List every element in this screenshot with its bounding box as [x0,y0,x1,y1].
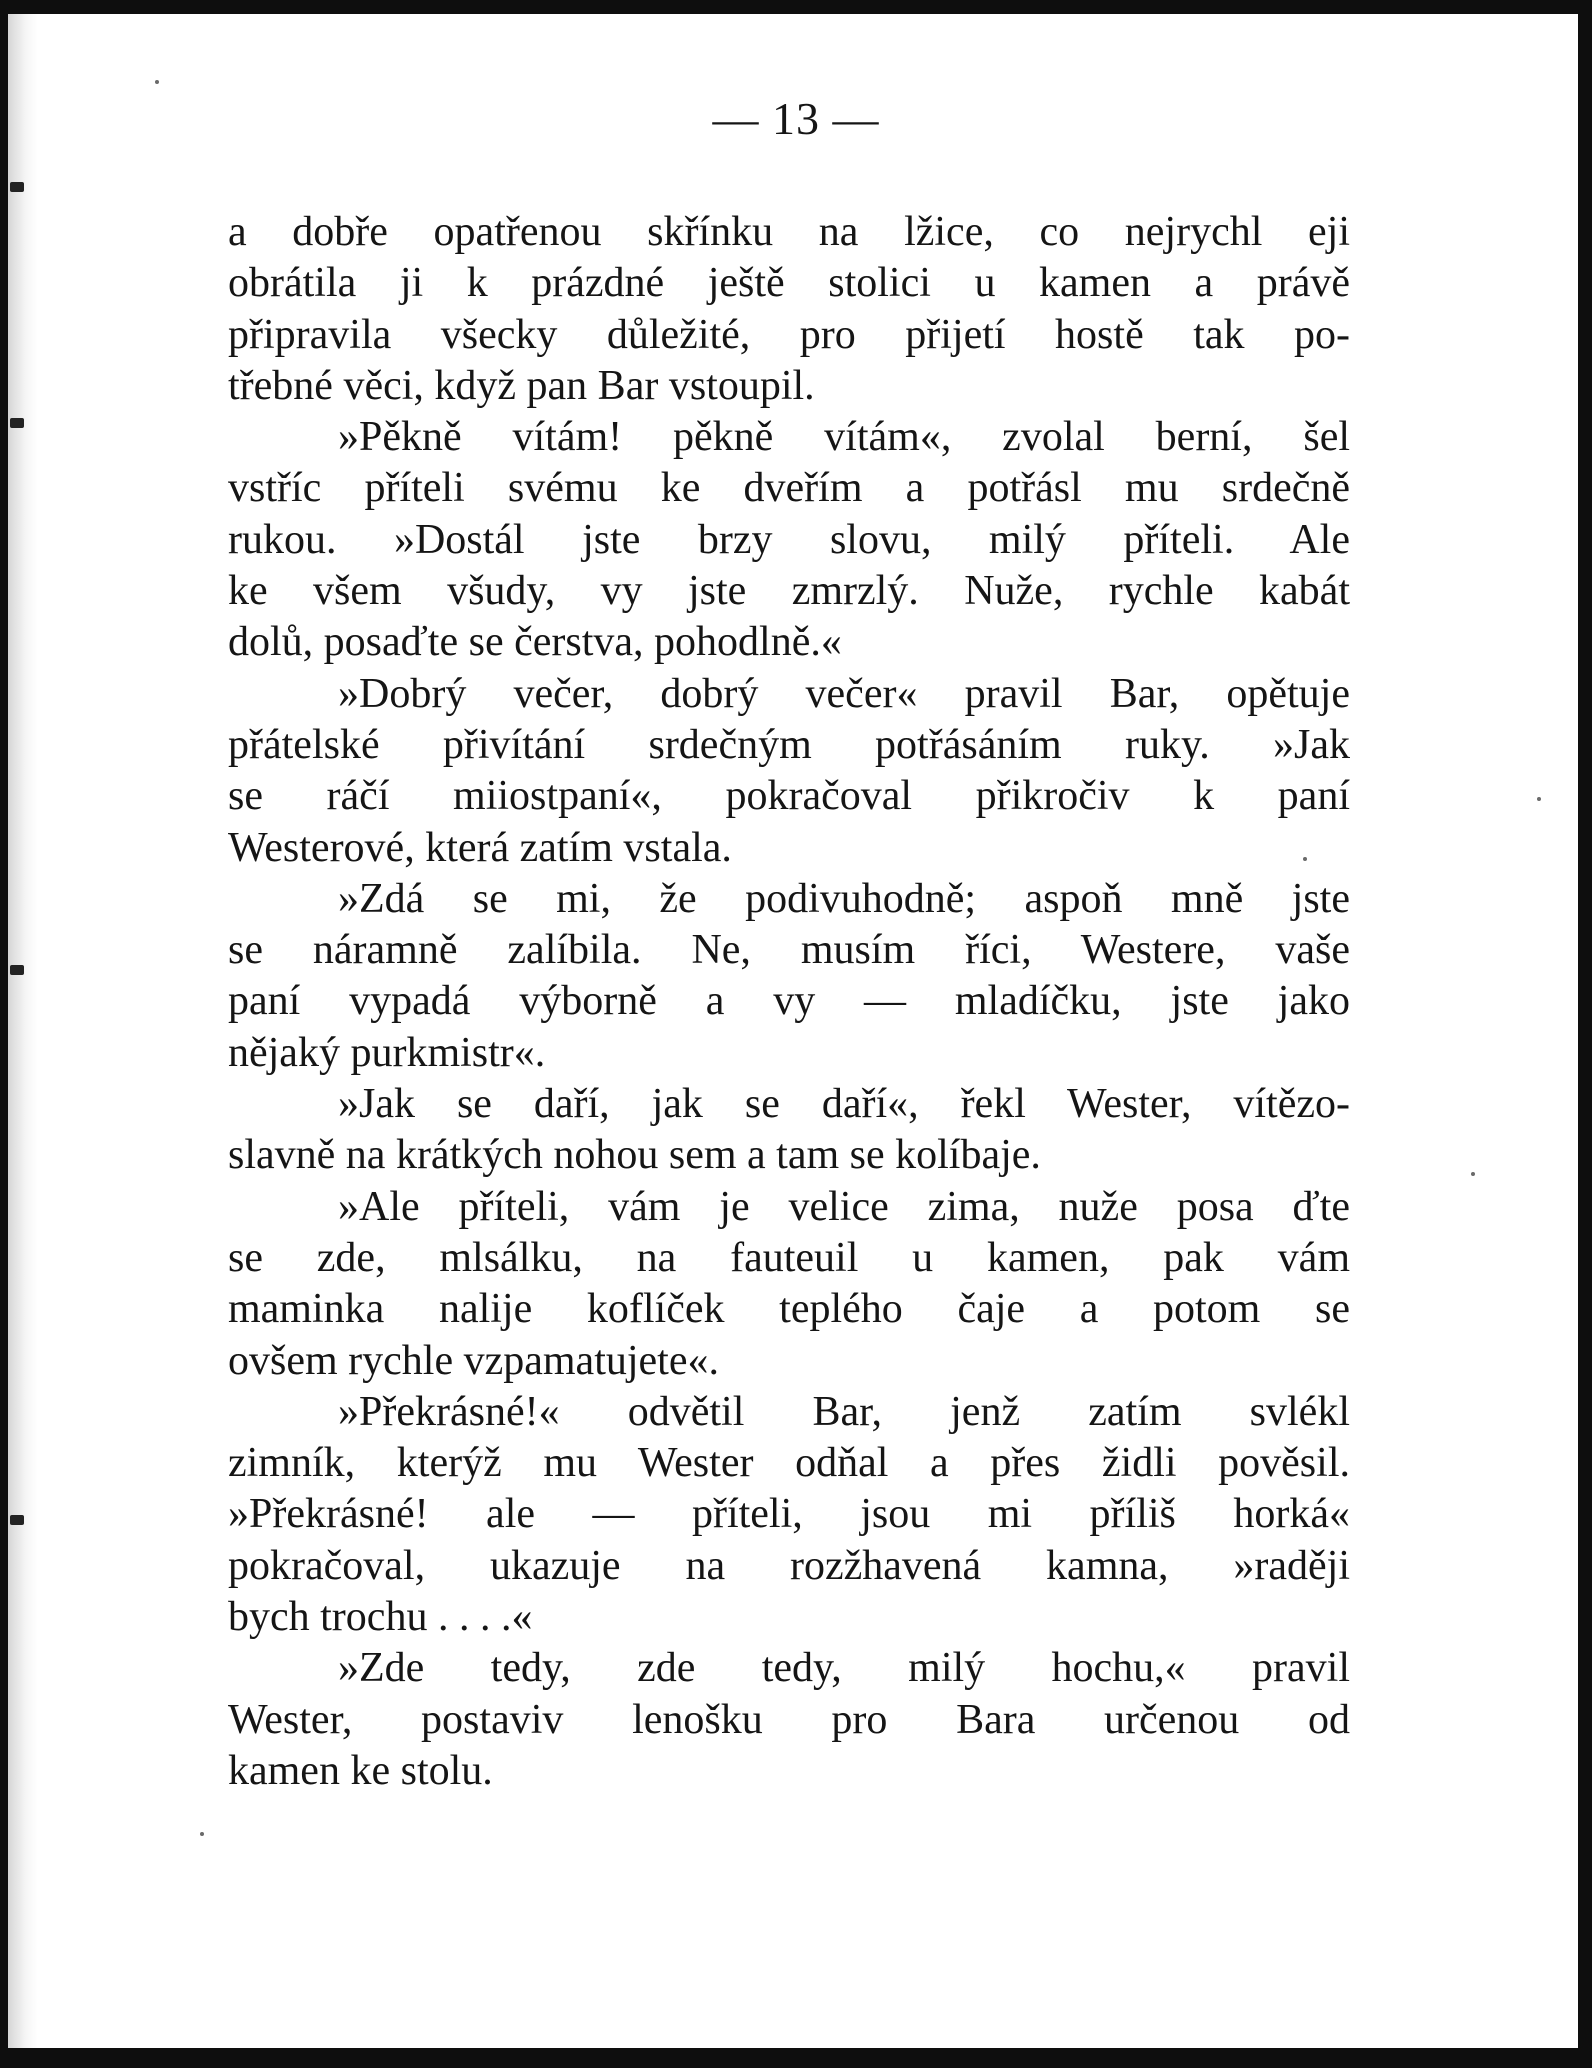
margin-mark [10,965,24,975]
text-line: slavně na krátkých nohou sem a tam se kolíbaje. [228,1132,1041,1179]
binding-shadow [8,14,38,2048]
text-line: se zde, mlsálku, na fauteuil u kamen, pak vám [228,1234,1350,1281]
text-line: a dobře opatřenou skřínku na lžice, co nejrychl eji [228,209,1350,255]
text-line: pokračoval, ukazuje na rozžhavená kamna, »raději [228,1542,1350,1589]
page-body-text [228,207,1350,1797]
text-line: kamen ke stolu. [228,1747,493,1794]
text-line: »Dobrý večer, dobrý večer« pravil Bar, opětuje [338,670,1350,717]
text-line: »Zdá se mi, že podivuhodně; aspoň mně jste [338,875,1350,922]
dust-speck [200,1832,204,1836]
text-line: ke všem všudy, vy jste zmrzlý. Nuže, rychle kabát [228,568,1350,615]
text-line: se náramně zalíbila. Ne, musím říci, Westere, vaše [228,927,1350,974]
text-line: Wester, postaviv lenošku pro Bara určenou od [228,1696,1350,1743]
text-line: nějaký purkmistr«. [228,1029,546,1076]
margin-mark [10,418,24,428]
margin-mark [10,182,24,192]
margin-mark [10,1515,24,1525]
text-line: Westerové, která zatím vstala. [228,824,732,871]
dust-speck [1471,1172,1475,1176]
text-line: se ráčí miiostpaní«, pokračoval přikročiv k paní [228,773,1350,820]
text-line: vstříc příteli svému ke dveřím a potřásl mu srdečně [228,465,1350,512]
text-line: třebné věci, když pan Bar vstoupil. [228,362,815,409]
text-line: »Zde tedy, zde tedy, milý hochu,« pravil [338,1645,1350,1692]
text-line: rukou. »Dostál jste brzy slovu, milý příteli. Ale [228,516,1350,563]
text-line: paní vypadá výborně a vy — mladíčku, jste jako [228,978,1350,1025]
text-line: »Jak se daří, jak se daří«, řekl Wester, vítězo- [338,1081,1350,1128]
text-line: ovšem rychle vzpamatujete«. [228,1337,719,1384]
text-line: přátelské přivítání srdečným potřásáním ruky. »Jak [228,721,1350,768]
text-line: »Ale příteli, vám je velice zima, nuže posa ďte [338,1183,1350,1230]
text-line: bych trochu . . . .« [228,1594,533,1641]
text-line: »Pěkně vítám! pěkně vítám«, zvolal berní, šel [338,414,1350,461]
page-number: — 13 — [712,93,880,144]
text-line: zimník, kterýž mu Wester odňal a přes židli pověsil. [228,1440,1350,1487]
text-line: »Překrásné! ale — příteli, jsou mi příliš horká« [228,1491,1350,1538]
text-line: dolů, posaďte se čerstva, pohodlně.« [228,619,842,666]
text-line: »Překrásné!« odvětil Bar, jenž zatím svlékl [338,1388,1350,1435]
text-line: maminka nalije koflíček teplého čaje a potom se [228,1286,1350,1333]
dust-speck [1537,797,1541,801]
text-line: obrátila ji k prázdné ještě stolici u kamen a právě [228,260,1350,307]
dust-speck [155,80,159,84]
text-line: připravila všecky důležité, pro přijetí hostě tak po- [228,311,1350,358]
